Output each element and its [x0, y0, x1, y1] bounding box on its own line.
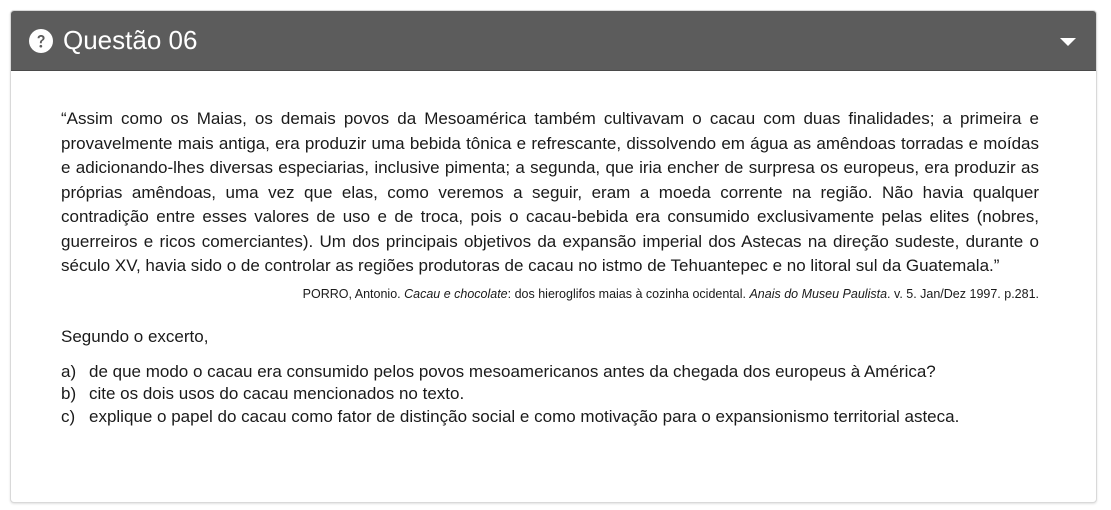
- question-item-c: [61, 406, 1039, 429]
- citation-journal: Anais do Museu Paulista: [749, 286, 888, 301]
- citation-work-title: Cacau e chocolate: [404, 286, 508, 301]
- question-title: Questão 06: [63, 25, 198, 55]
- question-item-b: [61, 383, 1039, 406]
- citation-author: PORRO, Antonio.: [302, 286, 405, 301]
- question-panel: [10, 10, 1097, 503]
- question-letter: a): [61, 361, 77, 381]
- question-item-a: [61, 361, 1039, 384]
- question-text: cite os dois usos do cacau mencionados no texto.: [89, 384, 465, 403]
- question-list: [61, 361, 1039, 429]
- caret-down-icon[interactable]: [1060, 38, 1076, 46]
- question-letter: c): [61, 406, 76, 426]
- question-circle-icon: [29, 29, 53, 53]
- citation: [61, 285, 1039, 303]
- question-text: de que modo o cacau era consumido pelos povos mesoamericanos antes da chegada dos europeus à América?: [89, 361, 936, 381]
- question-header[interactable]: [11, 11, 1096, 71]
- citation-details: . v. 5. Jan/Dez 1997. p.281.: [887, 286, 1039, 301]
- question-text: explique o papel do cacau como fator de distinção social e como motivação para o expansionismo territorial asteca.: [89, 406, 960, 426]
- question-body: [61, 107, 1039, 428]
- question-letter: b): [61, 384, 77, 403]
- quote-text: “Assim como os Maias, os demais povos da Mesoamérica também cultivavam o cacau com duas finalidades; a primeira e provavelmente mais antiga, era produzir uma bebida tônica e refrescante, dissolvendo em água as amêndoas torradas e moídas e adicionando-lhes diversas especiarias, inclusive pimenta; a segunda, que iria encher de surpresa os europeus, era produzir as próprias amêndoas, uma vez que elas, como veremos a seguir, eram a moeda corrente na região. Não havia qualquer contradição entre esses valores de uso e de troca, pois o cacau-bebida era consumido exclusivamente pelas elites (nobres, guerreiros e ricos comerciantes). Um dos principais objetivos da expansão imperial dos Astecas na direção sudeste, durante o século XV, havia sido o de controlar as regiões produtoras de cacau no istmo de Tehuantepec e no litoral sul da Guatemala.”: [61, 109, 1039, 275]
- question-prompt: Segundo o excerto,: [61, 326, 209, 346]
- citation-subtitle: : dos hieroglifos maias à cozinha ocidental.: [507, 286, 750, 301]
